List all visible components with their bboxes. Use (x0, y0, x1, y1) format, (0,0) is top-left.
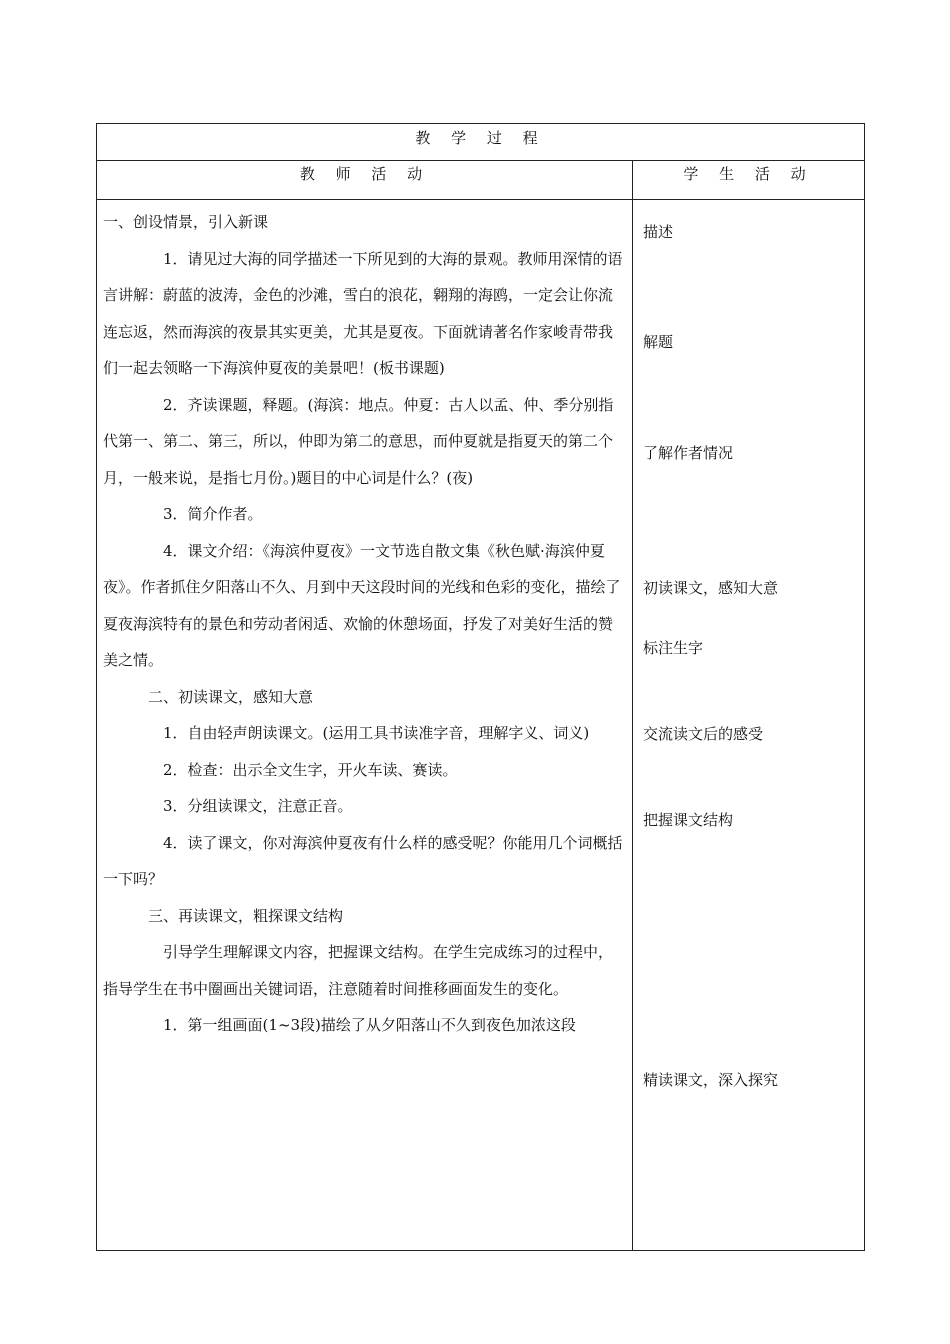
paragraph: 1．第一组画面(1~3段)描绘了从夕阳落山不久到夜色加浓这段 (163, 1016, 576, 1034)
paragraph: 4．读了课文，你对海滨仲夏夜有什么样的感受呢？你能用几个词概括一下吗？ (103, 833, 623, 888)
section-heading: 三、再读课文，粗探课文结构 (148, 906, 344, 925)
paragraph: 1．请见过大海的同学描述一下所见到的大海的景观。教师用深情的语言讲解：蔚蓝的波涛，金色的沙滩，雪白的浪花，翱翔的海鸥，一定会让你流连忘返，然而海滨的夜景其实更美，尤其是夏夜。下面就请著名作家峻青带我们一起去领略一下海滨仲夏夜的美景吧！(板书课题) (103, 249, 623, 377)
section-heading: 一、创设情景，引入新课 (103, 213, 269, 231)
paragraph: 3．分组读课文，注意正音。 (163, 797, 353, 815)
paragraph: 引导学生理解课文内容，把握课文结构。在学生完成练习的过程中，指导学生在书中圈画出关键词语，注意随着时间推移画面发生的变化。 (103, 943, 614, 998)
teacher-activity-column (103, 204, 627, 1044)
student-activity-header: 学 生 活 动 (683, 165, 814, 183)
paragraph: 2．检查：出示全文生字，开火车读、赛读。 (163, 760, 458, 779)
paragraph: 3．简介作者。 (163, 505, 263, 523)
student-activity-item: 了解作者情况 (643, 444, 734, 462)
column-divider (632, 161, 633, 1250)
student-activity-item: 解题 (643, 333, 674, 351)
paragraph: 4．课文介绍：《海滨仲夏夜》一文节选自散文集《秋色赋·海滨仲夏夜》。作者抓住夕阳落山不久、月到中天这段时间的光线和色彩的变化，描绘了夏夜海滨特有的景色和劳动者闲适、欢愉的休憩场面，抒发了对美好生活的赞美之情。 (103, 541, 621, 669)
table-header-row (97, 161, 864, 200)
lesson-table (96, 123, 865, 1251)
paragraph: 1．自由轻声朗读课文。(运用工具书读准字音，理解字义、词义) (163, 724, 590, 742)
student-activity-item: 交流读文后的感受 (643, 725, 764, 743)
paragraph: 2．齐读课题，释题。(海滨：地点。仲夏：古人以孟、仲、季分别指代第一、第二、第三，所以，仲即为第二的意思，而仲夏就是指夏天的第二个月，一般来说，是指七月份。)题目的中心词是什么？(夜) (103, 395, 614, 487)
student-activity-item: 描述 (643, 223, 674, 241)
student-activity-item: 初读课文，感知大意 (643, 579, 779, 597)
section-heading: 二、初读课文，感知大意 (148, 687, 314, 706)
teacher-activity-header: 教 师 活 动 (299, 165, 431, 183)
student-activity-item: 精读课文，深入探究 (643, 1071, 779, 1089)
student-activity-item: 把握课文结构 (643, 811, 734, 829)
student-activity-item: 标注生字 (643, 639, 704, 657)
table-title: 教 学 过 程 (97, 124, 864, 161)
